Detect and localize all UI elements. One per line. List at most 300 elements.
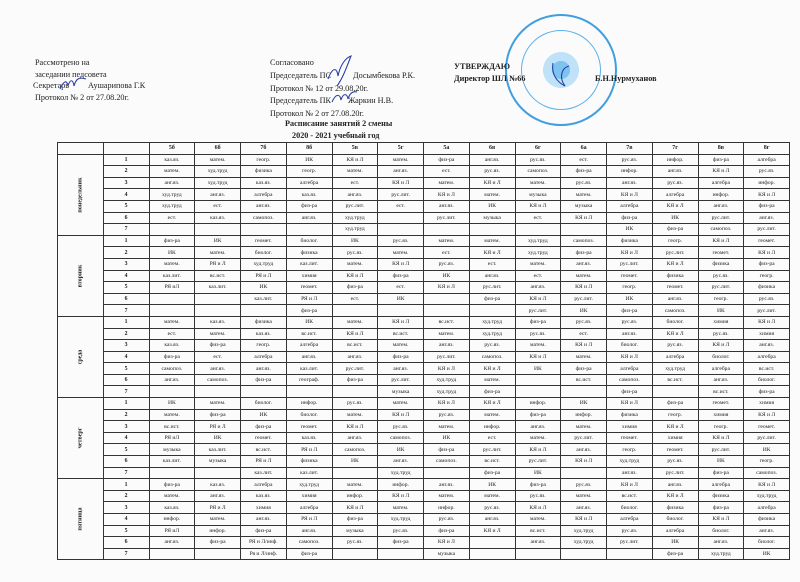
lesson-row — [58, 456, 790, 468]
lesson-cell: анг.яз. — [378, 363, 424, 375]
lesson-number: 1 — [103, 235, 149, 247]
lesson-cell: физ-ра — [515, 479, 561, 491]
lesson-cell — [515, 548, 561, 560]
lesson-cell: анг.яз. — [469, 514, 515, 526]
lesson-cell: КЯ и Л — [332, 502, 378, 514]
lesson-row — [58, 177, 790, 189]
lesson-cell: самопоз. — [149, 363, 195, 375]
lesson-cell: биолог. — [698, 525, 744, 537]
lesson-cell: анг.яз. — [286, 212, 332, 224]
lesson-cell: рус.яз. — [332, 398, 378, 410]
lesson-cell — [241, 305, 287, 317]
lesson-cell: алгебра — [698, 363, 744, 375]
lesson-number: 2 — [103, 166, 149, 178]
lesson-cell: физ-ра — [378, 537, 424, 549]
lesson-cell: самопоз. — [332, 444, 378, 456]
lesson-cell: матем. — [424, 490, 470, 502]
lesson-cell: самопоз. — [241, 212, 287, 224]
lesson-cell: физ-ра — [378, 270, 424, 282]
lesson-cell — [469, 224, 515, 236]
lesson-cell — [561, 467, 607, 479]
lesson-cell: КЯ и Л — [607, 247, 653, 259]
lesson-cell: худ.труд — [286, 479, 332, 491]
lesson-cell: анг.яз. — [424, 340, 470, 352]
lesson-cell: КЯ и Л — [378, 177, 424, 189]
class-header: 8в — [698, 143, 744, 155]
lesson-cell: рус.яз. — [424, 409, 470, 421]
lesson-number: 7 — [103, 305, 149, 317]
lesson-cell: матем. — [515, 258, 561, 270]
lesson-cell: ИК — [195, 235, 241, 247]
lesson-cell: музыка — [469, 212, 515, 224]
lesson-cell: РЯ и Л — [195, 502, 241, 514]
lesson-cell: матем. — [332, 258, 378, 270]
lesson-cell — [332, 467, 378, 479]
lesson-cell: физ-ра — [424, 525, 470, 537]
lesson-cell: геогр. — [286, 166, 332, 178]
lesson-cell: худ.труд — [195, 177, 241, 189]
lesson-cell — [195, 467, 241, 479]
lesson-cell: КЯ и Л — [332, 270, 378, 282]
lesson-cell: худ.труд — [241, 258, 287, 270]
lesson-cell — [241, 386, 287, 398]
lesson-cell — [149, 548, 195, 560]
lesson-cell: рус.лит. — [607, 258, 653, 270]
lesson-cell: физ-ра — [561, 363, 607, 375]
lesson-cell: худ.труд — [561, 525, 607, 537]
lesson-cell: рус.яз. — [469, 340, 515, 352]
lesson-cell: КЯ и Л — [378, 258, 424, 270]
lesson-cell — [424, 305, 470, 317]
lesson-row — [58, 514, 790, 526]
lesson-cell: матем. — [149, 316, 195, 328]
lesson-cell — [515, 224, 561, 236]
lesson-number: 1 — [103, 479, 149, 491]
lesson-cell: алгебра — [652, 189, 698, 201]
lesson-cell: каз.лит. — [149, 456, 195, 468]
schedule-table — [57, 142, 790, 560]
lesson-cell: рус.яз. — [424, 514, 470, 526]
lesson-row — [58, 351, 790, 363]
lesson-cell: РЯ иЛ — [149, 282, 195, 294]
lesson-cell — [149, 467, 195, 479]
lesson-cell: матем. — [469, 235, 515, 247]
class-header: 7в — [607, 143, 653, 155]
lesson-cell: каз.яз. — [286, 189, 332, 201]
lesson-cell: геомет. — [652, 282, 698, 294]
lesson-cell: рус.лит. — [469, 444, 515, 456]
lesson-cell: матем. — [195, 247, 241, 259]
lesson-cell: ест. — [378, 200, 424, 212]
lesson-cell: биолог. — [744, 374, 790, 386]
lesson-cell: рус.лит. — [515, 305, 561, 317]
lesson-cell: КЯ и Л — [744, 479, 790, 491]
lesson-cell: рус.яз. — [332, 537, 378, 549]
lesson-cell: физ-ра — [652, 224, 698, 236]
lesson-number: 2 — [103, 328, 149, 340]
lesson-cell: биолог. — [241, 247, 287, 259]
lesson-cell: КЯ и Л — [744, 409, 790, 421]
lesson-cell: каз.яз. — [149, 154, 195, 166]
day-cell — [58, 316, 104, 397]
lesson-cell: матем. — [515, 514, 561, 526]
lesson-cell: вс.ист. — [378, 328, 424, 340]
lesson-cell: физика — [286, 247, 332, 259]
chair-ps-signature — [325, 54, 355, 88]
lesson-cell: музыка — [424, 548, 470, 560]
lesson-number: 4 — [103, 432, 149, 444]
lesson-cell: инфор. — [652, 154, 698, 166]
lesson-cell: самопоз. — [652, 305, 698, 317]
lesson-row — [58, 224, 790, 236]
lesson-cell: самопоз. — [698, 224, 744, 236]
lesson-cell: КЯ и Л — [332, 154, 378, 166]
lesson-cell: ИК — [652, 537, 698, 549]
lesson-cell: каз.яз. — [241, 177, 287, 189]
lesson-cell: ИК — [652, 212, 698, 224]
lesson-row — [58, 467, 790, 479]
lesson-cell: анг.яз. — [241, 363, 287, 375]
lesson-row — [58, 340, 790, 352]
lesson-cell: КЯ и Л — [515, 444, 561, 456]
lesson-cell: КЯ и Л — [424, 282, 470, 294]
lesson-cell: самопоз. — [469, 351, 515, 363]
lesson-number: 3 — [103, 421, 149, 433]
lesson-cell: химия — [698, 316, 744, 328]
lesson-cell: КЯ и Л — [378, 409, 424, 421]
lesson-cell: худ.труд — [332, 224, 378, 236]
lesson-row — [58, 316, 790, 328]
lesson-cell: ИК — [698, 305, 744, 317]
lesson-cell: ИК — [424, 432, 470, 444]
lesson-cell: инфор. — [149, 514, 195, 526]
lesson-cell: биолог. — [286, 409, 332, 421]
lesson-cell: каз.яз. — [241, 328, 287, 340]
lesson-cell: физика — [652, 270, 698, 282]
lesson-row — [58, 166, 790, 178]
lesson-cell: рус.яз. — [515, 490, 561, 502]
lesson-cell: инфор. — [469, 421, 515, 433]
lesson-cell: РЯ и Л — [241, 270, 287, 282]
lesson-cell: ИК — [332, 456, 378, 468]
lesson-cell: худ.труд — [652, 363, 698, 375]
lesson-cell: каз.яз. — [241, 490, 287, 502]
lesson-cell: ИК — [607, 224, 653, 236]
lesson-cell: геомет. — [744, 421, 790, 433]
lesson-cell: КЯ и Л — [561, 514, 607, 526]
lesson-cell: рус.яз. — [744, 293, 790, 305]
lesson-cell: физика — [652, 502, 698, 514]
lesson-cell: физика — [698, 490, 744, 502]
lesson-cell — [149, 293, 195, 305]
lesson-cell: матем. — [332, 166, 378, 178]
lesson-cell: КЯ и Л — [469, 177, 515, 189]
lesson-cell: инфор. — [286, 398, 332, 410]
lesson-cell: матем. — [515, 177, 561, 189]
lesson-cell: матем. — [469, 409, 515, 421]
lesson-cell: физ-ра — [469, 293, 515, 305]
lesson-cell: рус.лит. — [561, 293, 607, 305]
lesson-cell: геомет. — [607, 432, 653, 444]
lesson-cell: ест. — [195, 200, 241, 212]
lesson-cell: химия — [744, 398, 790, 410]
lesson-cell: КЯ и Л — [469, 363, 515, 375]
lesson-cell: КЯ и Л — [469, 247, 515, 259]
lesson-cell: алгебра — [607, 514, 653, 526]
lesson-cell: худ.труд — [698, 548, 744, 560]
lesson-cell: КЯ и Л — [332, 328, 378, 340]
lesson-cell: КЯ и Л — [607, 189, 653, 201]
lesson-cell: каз.лит. — [286, 363, 332, 375]
lesson-cell: анг.яз. — [149, 537, 195, 549]
lesson-cell: биолог. — [652, 514, 698, 526]
class-header: 8б — [286, 143, 332, 155]
lesson-cell: каз.яз. — [195, 479, 241, 491]
lesson-row — [58, 363, 790, 375]
lesson-cell: КЯ и Л — [561, 212, 607, 224]
lesson-cell — [195, 305, 241, 317]
lesson-number: 4 — [103, 514, 149, 526]
lesson-row — [58, 247, 790, 259]
lesson-cell: вс.ист. — [286, 328, 332, 340]
lesson-number: 5 — [103, 444, 149, 456]
lesson-cell: физ-ра — [149, 235, 195, 247]
lesson-cell: ИК — [195, 432, 241, 444]
lesson-cell: анг.яз. — [424, 200, 470, 212]
lesson-cell: физ-ра — [195, 409, 241, 421]
lesson-cell: КЯ и Л — [515, 351, 561, 363]
lesson-cell — [149, 386, 195, 398]
lesson-cell — [195, 293, 241, 305]
lesson-row — [58, 258, 790, 270]
lesson-cell: рус.яз. — [652, 177, 698, 189]
lesson-cell: каз.лит. — [195, 282, 241, 294]
lesson-cell: КЯ и Л — [698, 514, 744, 526]
lesson-cell: инфор. — [515, 398, 561, 410]
lesson-cell: физика — [286, 456, 332, 468]
lesson-row — [58, 305, 790, 317]
lesson-cell: рус.лит. — [378, 189, 424, 201]
lesson-cell: физика — [241, 316, 287, 328]
lesson-cell: матем. — [378, 502, 424, 514]
lesson-cell: рус.лит. — [424, 212, 470, 224]
lesson-cell: ест. — [149, 328, 195, 340]
lesson-cell: инфор. — [698, 189, 744, 201]
lesson-cell: каз.лит. — [241, 467, 287, 479]
lesson-cell: ест. — [561, 328, 607, 340]
lesson-row — [58, 490, 790, 502]
lesson-cell: биолог. — [607, 502, 653, 514]
lesson-cell: анг.яз. — [652, 293, 698, 305]
lesson-cell: физ-ра — [698, 502, 744, 514]
lesson-cell: худ.труд — [378, 467, 424, 479]
lesson-cell: инфор. — [561, 409, 607, 421]
lesson-cell: физ-ра — [744, 200, 790, 212]
lesson-cell: анг.яз. — [607, 177, 653, 189]
lesson-cell: вс.ист. — [149, 421, 195, 433]
lesson-number: 6 — [103, 374, 149, 386]
lesson-row — [58, 479, 790, 491]
lesson-cell: физ-ра — [424, 444, 470, 456]
lesson-cell: КЯ и Л — [744, 189, 790, 201]
lesson-cell: каз.яз. — [149, 502, 195, 514]
class-header: 6б — [195, 143, 241, 155]
lesson-cell: вс.ист. — [195, 270, 241, 282]
lesson-cell: алгебра — [652, 525, 698, 537]
lesson-cell: геогр. — [698, 421, 744, 433]
lesson-cell — [378, 212, 424, 224]
lesson-cell: анг.яз. — [515, 537, 561, 549]
lesson-cell: каз.лит. — [241, 293, 287, 305]
lesson-cell: худ.труд — [378, 514, 424, 526]
protocol-12: Протокол № 12 от 29.08.20г. — [270, 84, 369, 93]
lesson-cell: анг.яз. — [744, 525, 790, 537]
lesson-cell: каз.лит. — [149, 270, 195, 282]
lesson-cell: каз.лит. — [195, 444, 241, 456]
lesson-cell: матем. — [561, 351, 607, 363]
lesson-cell: алгебра — [698, 479, 744, 491]
lesson-cell: ест. — [424, 166, 470, 178]
council-label: заседании педсовета — [35, 70, 107, 79]
lesson-cell: инфор. — [424, 502, 470, 514]
lesson-cell: геогр. — [744, 270, 790, 282]
approve-label: УТВЕРЖДАЮ — [454, 62, 510, 71]
lesson-cell: химия — [652, 432, 698, 444]
lesson-cell: биолог. — [652, 316, 698, 328]
lesson-cell: рус.яз. — [332, 247, 378, 259]
lesson-cell: анг.яз. — [378, 166, 424, 178]
lesson-cell: биолог. — [286, 235, 332, 247]
lesson-cell: музыка — [515, 189, 561, 201]
lesson-cell: геомет. — [241, 235, 287, 247]
lesson-cell: рус.лит. — [424, 351, 470, 363]
lesson-cell: анг.яз. — [149, 177, 195, 189]
lesson-cell: геомет. — [286, 421, 332, 433]
lesson-cell: худ.труд — [332, 212, 378, 224]
lesson-cell: анг.яз. — [744, 212, 790, 224]
lesson-cell: ИК — [607, 293, 653, 305]
lesson-cell: геогр. — [652, 235, 698, 247]
lesson-cell: физ-ра — [469, 386, 515, 398]
lesson-row — [58, 409, 790, 421]
lesson-cell: каз.яз. — [195, 316, 241, 328]
lesson-cell: ИК — [286, 316, 332, 328]
lesson-cell: худ.труд — [744, 490, 790, 502]
lesson-row — [58, 235, 790, 247]
lesson-row — [58, 189, 790, 201]
lesson-cell: анг.яз. — [286, 525, 332, 537]
lesson-cell: КЯ и Л — [744, 247, 790, 259]
lesson-cell — [607, 548, 653, 560]
lesson-cell: анг.яз. — [607, 467, 653, 479]
lesson-cell: геомет. — [607, 270, 653, 282]
lesson-cell: ест. — [469, 432, 515, 444]
lesson-cell: матем. — [195, 328, 241, 340]
lesson-cell: рус.яз. — [469, 502, 515, 514]
lesson-number: 4 — [103, 189, 149, 201]
lesson-number: 4 — [103, 351, 149, 363]
lesson-cell: рус.яз. — [607, 525, 653, 537]
lesson-cell: самопоз. — [286, 537, 332, 549]
chair-pk-name: Жаркин Н.В. — [348, 96, 394, 105]
lesson-cell: биолог. — [241, 398, 287, 410]
lesson-cell — [195, 386, 241, 398]
secretary-signature — [58, 76, 88, 92]
lesson-cell: ИК — [241, 409, 287, 421]
lesson-cell: КЯ и Л — [652, 421, 698, 433]
lesson-cell: самопоз. — [561, 235, 607, 247]
lesson-cell — [469, 305, 515, 317]
lesson-cell: ест. — [332, 177, 378, 189]
lesson-cell: анг.яз. — [241, 514, 287, 526]
lesson-cell: алгебра — [286, 340, 332, 352]
lesson-row — [58, 444, 790, 456]
lesson-cell: рус.яз. — [652, 456, 698, 468]
lesson-number: 1 — [103, 316, 149, 328]
lesson-cell: физ-ра — [195, 537, 241, 549]
lesson-row — [58, 270, 790, 282]
class-header: 5в — [332, 143, 378, 155]
lesson-cell: рус.лит. — [652, 247, 698, 259]
lesson-cell: рус.лит. — [607, 537, 653, 549]
lesson-cell: вс.ист. — [561, 374, 607, 386]
lesson-number: 3 — [103, 177, 149, 189]
secretary-label: Секретарь — [33, 81, 70, 90]
day-cell — [58, 235, 104, 316]
lesson-cell: физика — [698, 258, 744, 270]
lesson-row — [58, 398, 790, 410]
class-header: 5а — [424, 143, 470, 155]
lesson-cell: физика — [744, 514, 790, 526]
lesson-cell: рус.яз. — [561, 479, 607, 491]
lesson-cell: анг.яз. — [195, 363, 241, 375]
lesson-cell: географ. — [286, 374, 332, 386]
lesson-cell — [195, 224, 241, 236]
lesson-cell: физ-ра — [607, 212, 653, 224]
lesson-cell: физика — [744, 282, 790, 294]
lesson-cell: ест. — [332, 293, 378, 305]
lesson-cell: физ-ра — [652, 548, 698, 560]
lesson-cell: самопоз. — [378, 432, 424, 444]
lesson-cell: ест. — [424, 247, 470, 259]
lesson-cell: матем. — [195, 514, 241, 526]
lesson-cell: ест. — [469, 258, 515, 270]
lesson-cell — [424, 467, 470, 479]
lesson-number: 3 — [103, 340, 149, 352]
lesson-cell: РЯ иЛ — [149, 432, 195, 444]
lesson-cell: ИК — [515, 363, 561, 375]
protocol-2-mid: Протокол № 2 от 27.08.20г. — [270, 109, 364, 118]
lesson-cell: анг.яз. — [561, 444, 607, 456]
lesson-cell: матем. — [561, 421, 607, 433]
lesson-cell — [561, 386, 607, 398]
lesson-cell: физ-ра — [698, 467, 744, 479]
lesson-cell: матем. — [561, 490, 607, 502]
lesson-cell: рус.яз. — [652, 340, 698, 352]
lesson-cell — [286, 386, 332, 398]
schedule-year: 2020 - 2021 учебный год — [292, 131, 380, 140]
lesson-cell: каз.яз. — [195, 212, 241, 224]
lesson-cell: анг.яз. — [561, 502, 607, 514]
lesson-cell: физ-ра — [698, 154, 744, 166]
lesson-cell: физ-ра — [241, 421, 287, 433]
lesson-cell: вс.ист. — [744, 363, 790, 375]
lesson-row — [58, 386, 790, 398]
lesson-cell: инфор. — [607, 166, 653, 178]
lesson-number: 5 — [103, 282, 149, 294]
lesson-cell: алгебра — [241, 479, 287, 491]
lesson-cell — [424, 224, 470, 236]
